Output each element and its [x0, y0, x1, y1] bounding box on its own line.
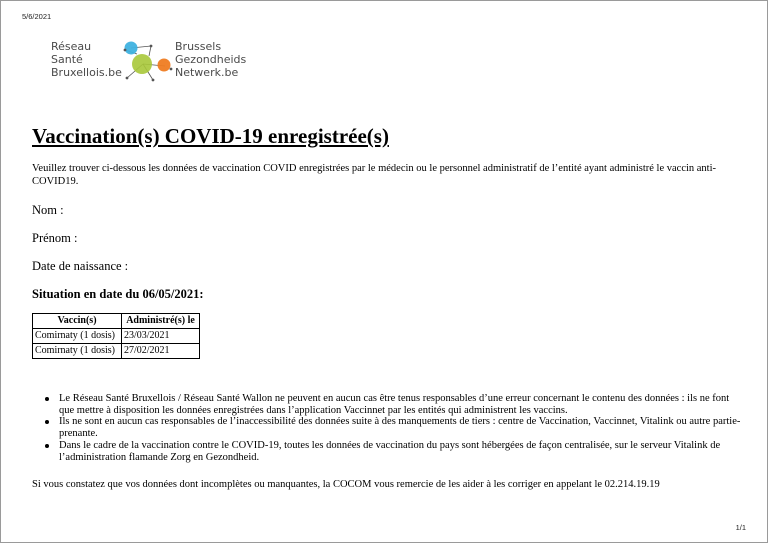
logo-line: Santé — [51, 53, 83, 66]
logo-line: Bruxellois.be — [51, 66, 122, 79]
list-item: Le Réseau Santé Bruxellois / Réseau Santé Wallon ne peuvent en aucun cas être tenus responsables d’une erreur concernant le contenu des données : ils ne font que mettre à disposition les données enregistrées dans l’application Vaccinnet par les entités qui administrent les vaccins. — [59, 393, 744, 416]
logo — [51, 40, 271, 86]
footer-note: Si vous constatez que vos données dont incomplètes ou manquantes, la COCOM vous remercie de les aider à les corriger en appelant le 02.214.19.19 — [32, 479, 660, 490]
table-header-row — [33, 314, 200, 329]
print-date: 5/6/2021 — [22, 12, 52, 21]
logo-circle-lime — [132, 54, 152, 74]
logo-text-nl — [175, 40, 246, 79]
page-number: 1/1 — [735, 523, 746, 532]
cell-vaccin: Comirnaty (1 dosis) — [33, 344, 122, 359]
field-prenom: Prénom : — [32, 231, 78, 245]
logo-text-fr — [51, 40, 122, 79]
field-date-naissance: Date de naissance : — [32, 259, 129, 273]
column-header-vaccin: Vaccin(s) — [33, 314, 122, 329]
vaccination-table — [32, 313, 200, 359]
logo-line: Gezondheids — [175, 53, 247, 66]
document-title: Vaccination(s) COVID-19 enregistrée(s) — [32, 124, 389, 148]
cell-date: 23/03/2021 — [122, 329, 200, 344]
column-header-administre: Administré(s) le — [122, 314, 200, 329]
logo-circle-orange — [158, 59, 171, 72]
disclaimer-list — [32, 393, 744, 463]
list-item: Ils ne sont en aucun cas responsables de l’inaccessibilité des données suite à des manquements de tiers : centre de Vaccination, Vaccinnet, Vitalink ou autre partie-prenante. — [59, 416, 744, 439]
intro-text: Veuillez trouver ci-dessous les données de vaccination COVID enregistrées par le médecin ou le personnel administratif de l’entité ayant administré le vaccin anti-COVID19. — [32, 163, 717, 187]
cell-vaccin: Comirnaty (1 dosis) — [33, 329, 122, 344]
logo-line: Netwerk.be — [175, 66, 239, 79]
cell-date: 27/02/2021 — [122, 344, 200, 359]
logo-line: Brussels — [175, 40, 222, 53]
logo-circle-cyan — [125, 42, 138, 55]
field-nom: Nom : — [32, 203, 64, 217]
network-logo-icon — [121, 40, 173, 84]
list-item: Dans le cadre de la vaccination contre le COVID-19, toutes les données de vaccination du pays sont hébergées de façon centralisée, sur le serveur Vitalink de l’administration flamande Zorg en Gezondheid. — [59, 440, 744, 463]
table-row — [33, 329, 200, 344]
situation-heading: Situation en date du 06/05/2021: — [32, 287, 204, 301]
table-row — [33, 344, 200, 359]
logo-line: Réseau — [51, 40, 92, 53]
